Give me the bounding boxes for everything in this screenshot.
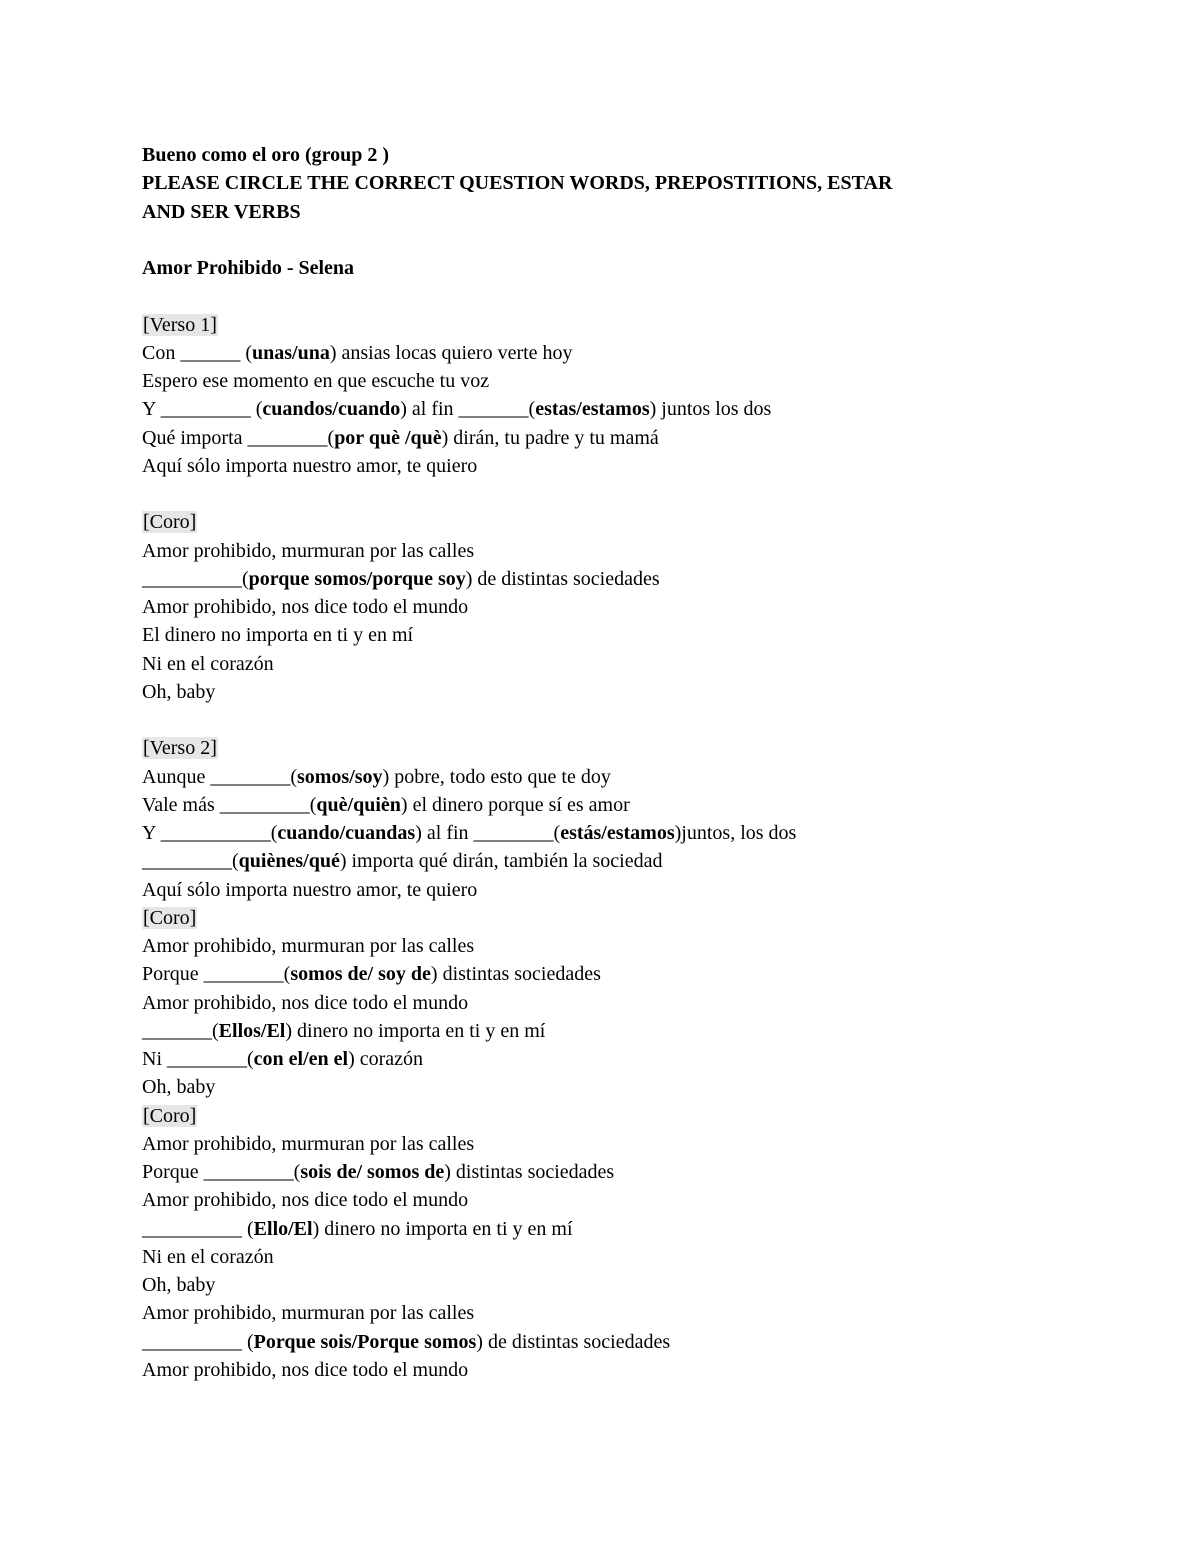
answer-options: què/quièn <box>316 793 401 816</box>
lyric-line <box>142 989 1102 1017</box>
lyric-text: ) el dinero porque sí es amor <box>400 793 630 816</box>
lyric-text: Ni en el corazón <box>142 652 274 675</box>
lyric-text: Espero ese momento en que escuche tu voz <box>142 370 490 392</box>
lyric-line <box>142 1215 1102 1243</box>
section-label: [Coro] <box>143 511 197 534</box>
answer-options: somos de/ soy de <box>290 963 431 986</box>
lyric-text: Amor prohibido, murmuran por las calles <box>142 935 475 957</box>
answer-options: sois de/ somos de <box>300 1161 445 1183</box>
answer-options: cuando/cuandas <box>277 822 416 844</box>
lyric-line <box>142 1328 1102 1356</box>
lyric-line <box>142 763 1102 791</box>
section-label-line <box>142 508 1102 536</box>
lyric-line <box>142 593 1102 621</box>
lyric-line <box>142 1158 1102 1186</box>
lyric-text: Aquí sólo importa nuestro amor, te quiero <box>142 454 478 477</box>
lyric-line <box>142 339 1102 367</box>
lyric-text: ) corazón <box>348 1048 424 1070</box>
section-label: [Coro] <box>143 906 197 929</box>
lyric-line <box>142 678 1102 706</box>
answer-options: unas/una <box>252 341 330 364</box>
answer-options: estas/estamos <box>535 398 650 421</box>
answer-options: Ello/El <box>253 1217 313 1240</box>
lyric-text: ) dirán, tu padre y tu mamá <box>441 426 659 449</box>
answer-options: Porque sois/Porque somos <box>253 1330 477 1353</box>
lyric-text: ) juntos los dos <box>649 398 772 421</box>
lyric-line <box>142 791 1102 819</box>
section-label-line <box>142 904 1102 932</box>
lyric-line <box>142 819 1102 847</box>
lyric-text: Oh, baby <box>142 680 216 703</box>
lyric-text: Oh, baby <box>142 1274 216 1296</box>
section-label-line <box>142 1102 1102 1130</box>
lyric-line <box>142 452 1102 480</box>
lyric-text: ) de distintas sociedades <box>465 567 660 590</box>
answer-options: cuandos/cuando <box>262 398 401 421</box>
lyric-text: __________( <box>142 567 249 590</box>
document-page <box>142 141 1102 1384</box>
lyric-text: Qué importa ________( <box>142 426 335 449</box>
lyric-text: ) al fin _______( <box>400 398 536 421</box>
lyric-line <box>142 1073 1102 1101</box>
lyric-line <box>142 1299 1102 1327</box>
section-label: [Verso 2] <box>143 737 217 760</box>
lyric-text: Oh, baby <box>142 1076 216 1099</box>
lyric-text: Amor prohibido, murmuran por las calles <box>142 1132 475 1155</box>
lyric-text: Aquí sólo importa nuestro amor, te quiero <box>142 878 478 901</box>
lyric-text: El dinero no importa en ti y en mí <box>142 624 414 647</box>
lyric-text: Y _________ ( <box>142 398 263 421</box>
lyric-line <box>142 1045 1102 1073</box>
section-label: [Coro] <box>143 1104 197 1127</box>
lyric-line <box>142 1017 1102 1045</box>
lyric-text: Amor prohibido, nos dice todo el mundo <box>142 1189 469 1212</box>
lyric-text: Amor prohibido, nos dice todo el mundo <box>142 991 469 1014</box>
lyric-text: Porque _________( <box>142 1161 301 1183</box>
lyric-line <box>142 650 1102 678</box>
lyric-line <box>142 1186 1102 1214</box>
lyric-text: Amor prohibido, nos dice todo el mundo <box>142 1358 469 1381</box>
lyric-text: ) pobre, todo esto que te doy <box>382 765 611 788</box>
lyric-text: Vale más _________( <box>142 793 317 816</box>
lyric-line <box>142 847 1102 875</box>
spacer <box>142 706 1102 734</box>
lyric-text: ) ansias locas quiero verte hoy <box>329 341 573 364</box>
answer-options: con el/en el <box>253 1048 349 1070</box>
lyric-line <box>142 537 1102 565</box>
answer-options: Ellos/El <box>218 1019 286 1042</box>
answer-options: somos/soy <box>296 765 383 788</box>
song-title: Amor Prohibido - Selena <box>142 257 355 279</box>
lyric-text: ) dinero no importa en ti y en mí <box>285 1019 546 1042</box>
lyric-line <box>142 876 1102 904</box>
answer-options: por què /què <box>334 426 442 449</box>
lyric-text: _______( <box>142 1019 219 1042</box>
lyrics-body <box>142 311 1102 1385</box>
lyric-line <box>142 424 1102 452</box>
answer-options: quiènes/qué <box>238 850 340 873</box>
lyric-text: Amor prohibido, murmuran por las calles <box>142 539 475 562</box>
section-label: [Verso 1] <box>143 313 217 336</box>
answer-options: estás/estamos <box>560 822 675 844</box>
instructions-line-2: AND SER VERBS <box>142 200 301 223</box>
lyric-text: Ni ________( <box>142 1048 254 1070</box>
document-title: Bueno como el oro (group 2 ) <box>142 144 390 166</box>
lyric-text: Amor prohibido, murmuran por las calles <box>142 1302 475 1325</box>
section-label-line <box>142 734 1102 762</box>
lyric-text: ) dinero no importa en ti y en mí <box>312 1217 573 1240</box>
lyric-text: __________ ( <box>142 1217 254 1240</box>
lyric-text: )juntos, los dos <box>674 822 797 844</box>
lyric-line <box>142 1271 1102 1299</box>
lyric-line <box>142 1130 1102 1158</box>
lyric-text: Amor prohibido, nos dice todo el mundo <box>142 596 469 618</box>
instructions-line-1: PLEASE CIRCLE THE CORRECT QUESTION WORDS, PREPOSTITIONS, ESTAR <box>142 172 893 195</box>
spacer <box>142 480 1102 508</box>
lyric-line <box>142 367 1102 395</box>
lyric-line <box>142 1356 1102 1384</box>
lyric-text: Aunque ________( <box>142 765 297 788</box>
lyric-line <box>142 960 1102 988</box>
lyric-line <box>142 1243 1102 1271</box>
lyric-text: ) distintas sociedades <box>444 1161 615 1183</box>
lyric-text: Porque ________( <box>142 963 291 986</box>
lyric-text: Con ______ ( <box>142 341 252 364</box>
lyric-line <box>142 932 1102 960</box>
lyric-text: ) de distintas sociedades <box>476 1330 671 1353</box>
section-label-line <box>142 311 1102 339</box>
lyric-text: ) importa qué dirán, también la sociedad <box>339 850 663 873</box>
answer-options: porque somos/porque soy <box>248 567 466 590</box>
lyric-text: ) distintas sociedades <box>430 963 601 986</box>
lyric-line <box>142 621 1102 649</box>
lyric-text: __________ ( <box>142 1330 254 1353</box>
spacer <box>142 226 1102 254</box>
lyric-text: Ni en el corazón <box>142 1245 274 1268</box>
lyric-text: _________( <box>142 850 239 873</box>
lyric-text: Y ___________( <box>142 822 278 844</box>
lyric-line <box>142 395 1102 423</box>
lyric-line <box>142 565 1102 593</box>
spacer <box>142 282 1102 310</box>
lyric-text: ) al fin ________( <box>415 822 561 844</box>
